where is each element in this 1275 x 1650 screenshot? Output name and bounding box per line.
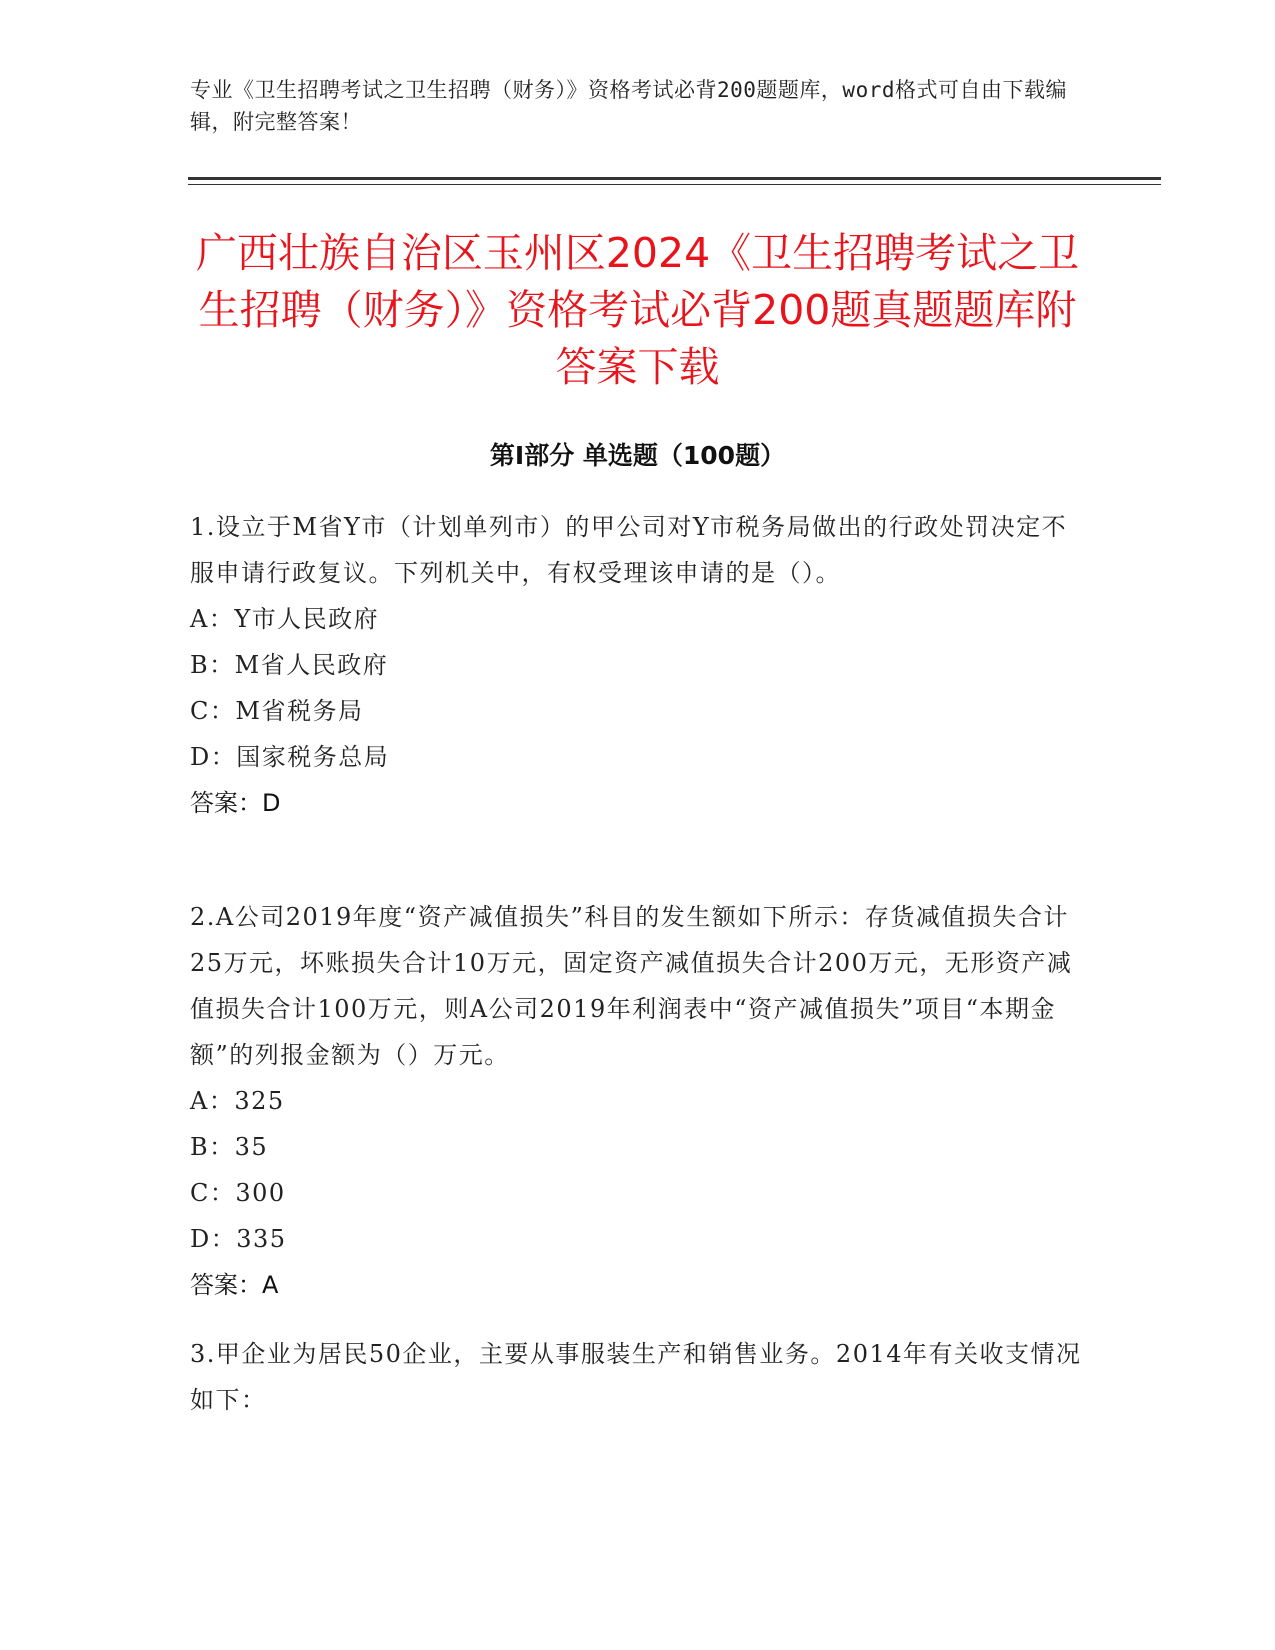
option-text: 335 xyxy=(236,1225,287,1253)
option-a xyxy=(190,1078,1090,1124)
option-letter: A： xyxy=(190,1087,235,1115)
question-stem: 1.设立于M省Y市（计划单列市）的甲公司对Y市税务局做出的行政处罚决定不服申请行政复议。下列机关中，有权受理该申请的是（）。 xyxy=(190,513,1068,587)
option-text: M省税务局 xyxy=(235,697,364,725)
option-letter: C： xyxy=(190,1179,236,1207)
option-a xyxy=(190,596,1090,642)
question-3 xyxy=(190,1331,1090,1423)
option-letter: D： xyxy=(190,1225,237,1253)
option-letter: B： xyxy=(190,651,235,679)
option-letter: B： xyxy=(190,1133,235,1161)
option-d xyxy=(190,734,1090,780)
answer-label: 答案： xyxy=(190,1271,262,1299)
header-rule-thin xyxy=(188,184,1161,185)
document-title: 广西壮族自治区玉州区2024《卫生招聘考试之卫生招聘（财务）》资格考试必背200题真题题库附答案下载 xyxy=(195,229,1080,391)
answer-label: 答案： xyxy=(190,789,262,817)
question-2 xyxy=(190,894,1090,1308)
option-text: 35 xyxy=(234,1133,269,1161)
answer-line xyxy=(190,1262,1090,1308)
question-stem: 2.A公司2019年度“资产减值损失”科目的发生额如下所示：存货减值损失合计25万元，坏账损失合计10万元，固定资产减值损失合计200万元，无形资产减值损失合计100万元，则A公司2019年利润表中“资产减值损失”项目“本期金额”的列报金额为（）万元。 xyxy=(190,903,1073,1069)
answer-line xyxy=(190,780,1090,826)
option-text: Y市人民政府 xyxy=(234,605,380,633)
question-1 xyxy=(190,504,1090,826)
option-letter: C： xyxy=(190,697,236,725)
header-note: 专业《卫生招聘考试之卫生招聘（财务）》资格考试必背200题题库，word格式可自由下载编辑，附完整答案！ xyxy=(190,78,1067,134)
option-d xyxy=(190,1216,1090,1262)
option-b xyxy=(190,642,1090,688)
option-text: M省人民政府 xyxy=(234,651,389,679)
question-stem: 3.甲企业为居民50企业，主要从事服装生产和销售业务。2014年有关收支情况如下： xyxy=(190,1340,1082,1414)
header-rule-thick xyxy=(188,177,1161,180)
option-text: 325 xyxy=(234,1087,285,1115)
option-c xyxy=(190,1170,1090,1216)
option-text: 300 xyxy=(235,1179,286,1207)
answer-value: A xyxy=(262,1271,279,1299)
section-title: 第Ⅰ部分 单选题（100题） xyxy=(489,441,786,470)
option-text: 国家税务总局 xyxy=(236,743,390,771)
option-letter: A： xyxy=(190,605,235,633)
option-letter: D： xyxy=(190,743,237,771)
answer-value: D xyxy=(262,789,281,817)
option-c xyxy=(190,688,1090,734)
option-b xyxy=(190,1124,1090,1170)
